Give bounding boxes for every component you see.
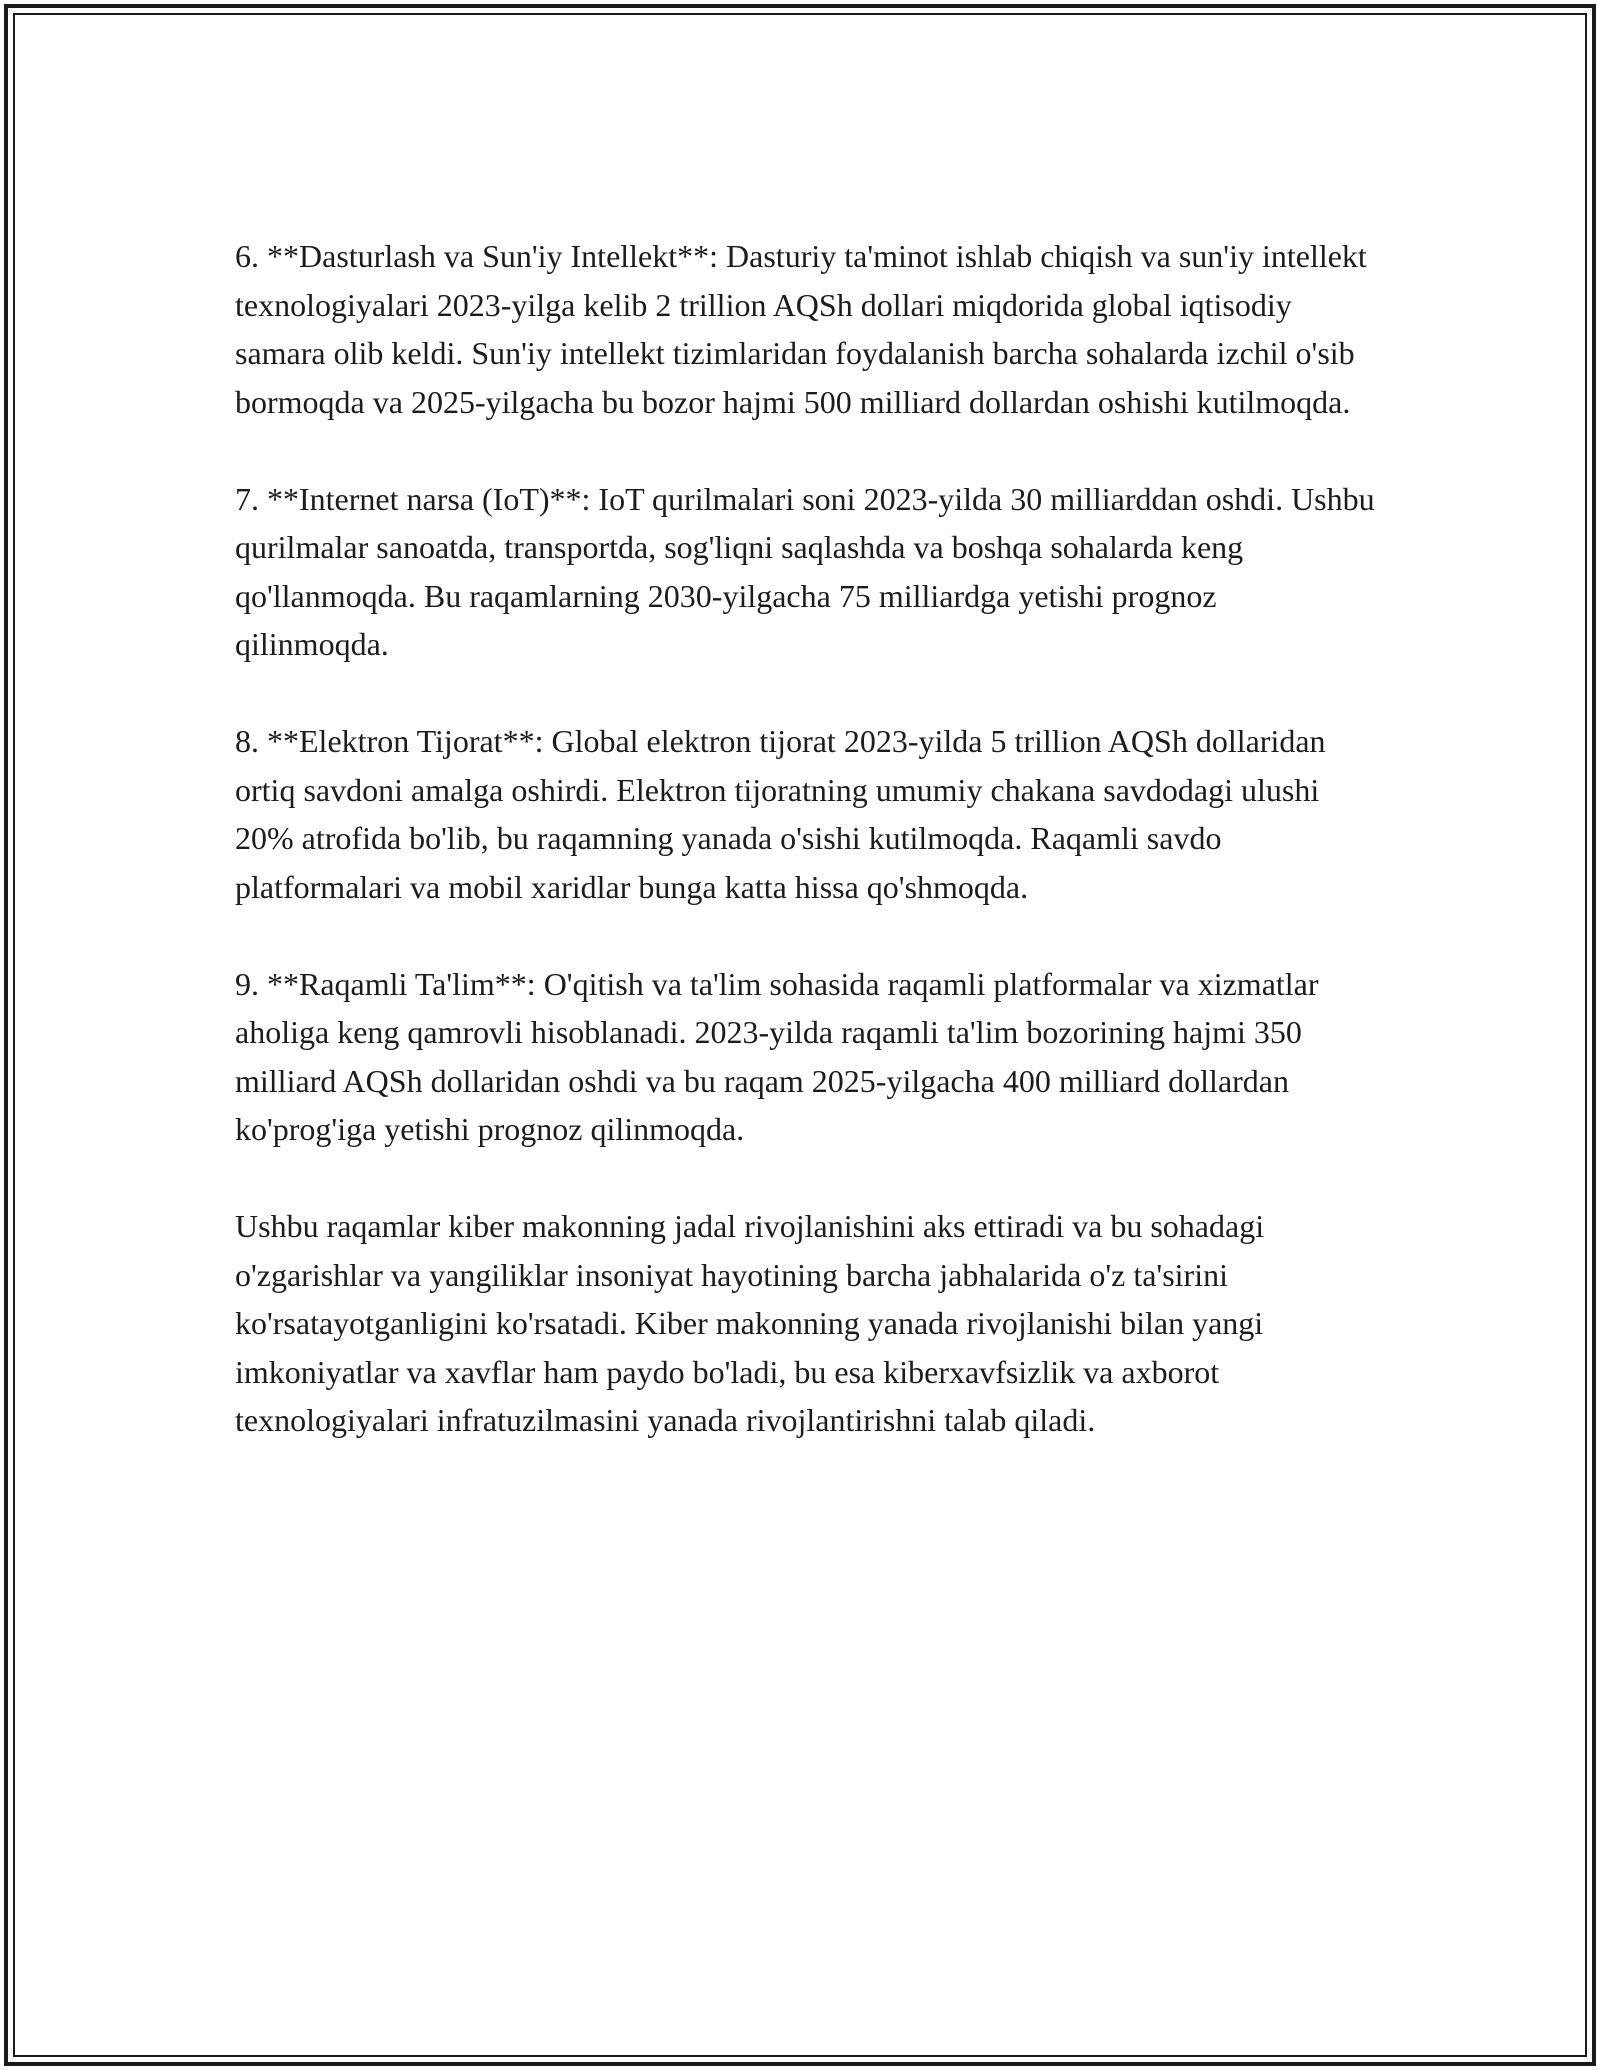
paragraph-ecommerce: 8. **Elektron Tijorat**: Global elektron tijorat 2023-yilda 5 trillion AQSh dollaridan ortiq savdoni amalga oshirdi. Elektron tijoratning umumiy chakana savdodagi ulushi 20% atrofida bo'lib, bu raqamning yanada o'sishi kutilmoqda. Raqamli savdo platformalari va mobil xaridlar bunga katta hissa qo'shmoqda. xyxy=(235,723,1326,905)
paragraph-programming-ai: 6. **Dasturlash va Sun'iy Intellekt**: Dasturiy ta'minot ishlab chiqish va sun'iy intellekt texnologiyalari 2023-yilga kelib 2 trillion AQSh dollari miqdorida global iqtisodiy samara olib keldi. Sun'iy intellekt tizimlaridan foydalanish barcha sohalarda izchil o'sib bormoqda va 2025-yilgacha bu bozor hajmi 500 milliard dollardan oshishi kutilmoqda. xyxy=(235,238,1367,420)
paragraph-digital-education: 9. **Raqamli Ta'lim**: O'qitish va ta'lim sohasida raqamli platformalar va xizmatlar aholiga keng qamrovli hisoblanadi. 2023-yilda raqamli ta'lim bozorining hajmi 350 milliard AQSh dollaridan oshdi va bu raqam 2025-yilgacha 400 milliard dollardan ko'prog'iga yetishi prognoz qilinmoqda. xyxy=(235,965,1319,1147)
paragraph-iot: 7. **Internet narsa (IoT)**: IoT qurilmalari soni 2023-yilda 30 milliarddan oshdi. Ushbu qurilmalar sanoatda, transportda, sog'liqni saqlashda va boshqa sohalarda keng qo'llanmoqda. Bu raqamlarning 2030-yilgacha 75 milliardga yetishi prognoz qilinmoqda. xyxy=(235,480,1375,662)
paragraph-conclusion: Ushbu raqamlar kiber makonning jadal rivojlanishini aks ettiradi va bu sohadagi o'zgarishlar va yangiliklar insoniyat hayotining barcha jabhalarida o'z ta'sirini ko'rsatayotganligini ko'rsatadi. Kiber makonning yanada rivojlanishi bilan yangi imkoniyatlar va xavflar ham paydo bo'ladi, bu esa kiberxavfsizlik va axborot texnologiyalari infratuzilmasini yanada rivojlantirishni talab qiladi. xyxy=(235,1208,1265,1438)
document-body xyxy=(235,232,1375,1445)
